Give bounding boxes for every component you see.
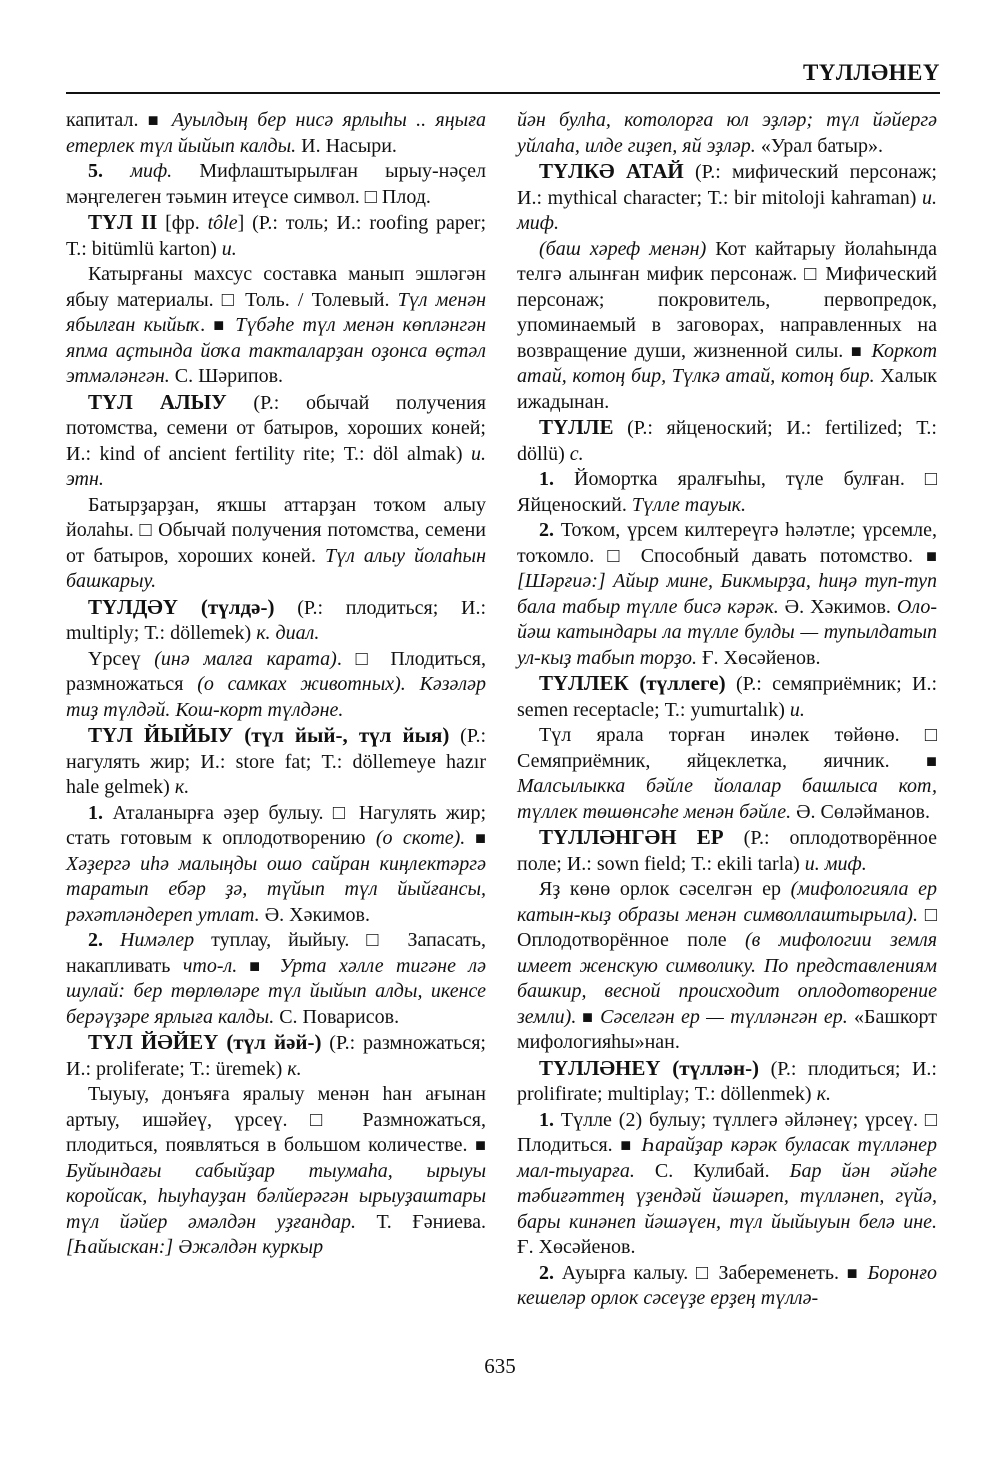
text-run: Катырғаны махсус составка манып эшләгән ябыу материалы. □ Толь. / Толевый. bbox=[66, 263, 486, 311]
text-run: (Р.: плодиться; И.: multiply; Т.: döllemek) bbox=[66, 596, 487, 644]
dictionary-paragraph bbox=[517, 723, 937, 825]
dictionary-paragraph bbox=[517, 467, 937, 518]
headword: ТҮЛДӘҮ (түлдә-) bbox=[88, 594, 275, 619]
text-run: 2. bbox=[539, 1261, 562, 1284]
text-run: (Р.: яйценоский; И.: fertilized; Т.: döllü) bbox=[517, 417, 937, 465]
dictionary-paragraph bbox=[517, 877, 937, 1056]
text-run: (Р.: обычай получения потомства, семени от батыров, хороших коней; И.: kind of ancient fertility rite; Т.: döl almak) bbox=[66, 391, 486, 465]
text-run: Аталанырға әҙер булыу. □ Нагулять жир; стать готовым к оплодотворению bbox=[66, 801, 487, 849]
text-run: (в мифологии земля имеет женскую символику. По представлениям башкир, весной происходит оплодотворение земли). bbox=[517, 929, 937, 1028]
text-run: Мифлаштырылған ырыу-нәçел мәңгелеген тәьмин итеүсе символ. □ Плод. bbox=[66, 160, 487, 208]
text-run: Малсылыкка бәйле йолалар башлыса кот, түллек төшөнсәһе менән бәйле. bbox=[517, 775, 937, 823]
headword: ТҮЛ ЙӘЙЕҮ (түл йәй-) bbox=[88, 1030, 322, 1054]
text-run: [Шәрғиә:] Айыр мине, Бикмырҙа, һиңә туп-туп бала табыр түлле бисә кәрәк. bbox=[517, 570, 937, 618]
header-title: ТҮЛЛӘНЕҮ bbox=[802, 60, 940, 85]
example-marker: ■ bbox=[850, 340, 872, 361]
text-run: (Р.: мифический персонаж; И.: mythical character; Т.: bir mitoloji kahraman) bbox=[517, 161, 937, 209]
text-run: 5. bbox=[88, 160, 131, 182]
text-run: 2. bbox=[539, 519, 561, 541]
text-run: (о самках животных). bbox=[197, 673, 406, 695]
text-run: (о скоте). bbox=[375, 827, 466, 849]
text-run: И. Насыри. bbox=[296, 134, 397, 157]
text-run: С. Шәрипов. bbox=[169, 365, 284, 387]
dictionary-paragraph bbox=[517, 415, 937, 467]
text-run: и. этн. bbox=[66, 442, 486, 490]
text-run: [фр. bbox=[157, 212, 208, 234]
text-run: Буйындағы сабыйҙар тыумаһа, ырыуы коройсак, һыуһауҙан бәлйерәгән ырыуҙаштары түл йәйер әмәлдән уҙғандар. bbox=[66, 1159, 486, 1233]
example-marker: ■ bbox=[205, 315, 236, 335]
text-run: миф. bbox=[130, 160, 173, 182]
text-run: Сәселгән ер — түлләнгән ер. bbox=[600, 1005, 848, 1028]
dictionary-paragraph bbox=[66, 723, 486, 801]
text-run: «Башкорт мифологияһы»нан. bbox=[517, 1005, 937, 1053]
dictionary-paragraph bbox=[517, 1108, 937, 1261]
text-run: 1. bbox=[539, 1108, 561, 1131]
dictionary-paragraph bbox=[66, 108, 486, 159]
text-run: и. миф. bbox=[804, 852, 867, 875]
example-marker: ■ bbox=[465, 828, 486, 848]
text-run: Тыуыу, донъяға яралыу менән һан ағынан артыу, ишәйеү, үрсеү. □ Размножаться, плодиться, появляться в большом количестве. bbox=[66, 1083, 486, 1156]
headword: ТҮЛЛЕК (түллеге) bbox=[539, 671, 726, 695]
text-run: туплау, йыйыу. □ Запасать, накапливать bbox=[66, 929, 487, 977]
right-column bbox=[517, 108, 937, 1312]
example-marker: ■ bbox=[620, 1135, 642, 1155]
text-run: капитал. bbox=[66, 109, 148, 131]
text-run: Ә. Сөләйманов. bbox=[791, 800, 930, 823]
text-run: к. bbox=[287, 1057, 302, 1080]
text-run: Батырҙарҙан, яҡшы аттарҙан тоҡом алыу йолаһы. □ Обычай получения потомства, семени от батыров, хороших коней. bbox=[66, 493, 486, 567]
dictionary-paragraph bbox=[66, 493, 486, 595]
headword: ТҮЛЛЕ bbox=[539, 415, 614, 439]
text-run: Түл алыу йолаһын башкарыу. bbox=[66, 544, 487, 592]
example-marker: ■ bbox=[576, 1006, 601, 1027]
dictionary-paragraph bbox=[517, 1261, 937, 1312]
text-run: (Р.: нагулять жир; И.: store fat; Т.: döllemeye hazır hale gelmek) bbox=[66, 725, 486, 798]
text-run: tôle bbox=[207, 212, 238, 234]
text-run: Коркот атай, котоң бир, Түлкә атай, котоң бир. bbox=[517, 339, 938, 387]
text-run: Тоҡом, үрсем килтереүгә һәләтле; үрсемле, тоҡомло. □ Способный давать потомство. bbox=[517, 519, 938, 567]
text-run: к. bbox=[816, 1083, 831, 1105]
dictionary-paragraph bbox=[66, 647, 486, 724]
text-run: Яҙ көнө орлок сәселгән ер bbox=[539, 878, 791, 900]
text-run: к. диал. bbox=[256, 622, 320, 644]
headword: ТҮЛ АЛЫУ bbox=[88, 389, 227, 414]
text-run: (Р.: оплодотворённое поле; И.: sown field; Т.: ekili tarla) bbox=[517, 827, 937, 875]
dictionary-paragraph bbox=[66, 595, 486, 647]
text-run: 2. bbox=[88, 929, 120, 951]
text-run: Боронғо кешеләр орлок сәсеүҙе ерҙең түллә- bbox=[517, 1261, 937, 1309]
headword: ТҮЛЛӘНЕҮ (түллән-) bbox=[539, 1055, 760, 1080]
running-header bbox=[66, 52, 940, 94]
text-run: Ә. Хәкимов. bbox=[259, 903, 370, 926]
text-run: (Р.: плодиться; И.: prolifirate; multiplay; Т.: döllenmek) bbox=[517, 1057, 937, 1105]
text-run: Т. Ғәниева. bbox=[356, 1210, 487, 1233]
text-run: и. миф. bbox=[517, 186, 937, 234]
text-run: Хәҙергә иһә малыңды ошо сайран киңлектәргә таратып ебәр ҙә, түйып түл йыйғансы, рәхәтләндереп утлат. bbox=[66, 852, 486, 926]
dictionary-paragraph bbox=[66, 1030, 486, 1082]
dictionary-paragraph bbox=[517, 108, 937, 159]
text-run: (Р.: размножаться; И.: proliferate; Т.: üremek) bbox=[66, 1032, 486, 1080]
dictionary-paragraph bbox=[66, 159, 486, 210]
text-run: к. bbox=[174, 776, 190, 798]
headword: ТҮЛ II bbox=[88, 210, 158, 234]
text-run: Кәзәләр тиҙ түлдәй. Кош-корт түлдәне. bbox=[66, 673, 486, 721]
headword: ТҮЛЛӘНГӘН ЕР bbox=[539, 825, 724, 849]
headword: ТҮЛКӘ АТАЙ bbox=[539, 159, 684, 183]
text-run: Кот кайтарыу йолаһында телгә алынған мифик персонаж. □ Мифический персонаж; покровитель, первопредок, упоминаемый в заговорах, направленных на возвращение души, жизненной силы. bbox=[517, 237, 938, 362]
text-run: □ Оплодотворённое поле bbox=[517, 903, 937, 951]
text-run: (инә малға карата) bbox=[154, 647, 337, 670]
dictionary-paragraph bbox=[517, 159, 937, 237]
text-run: Үрсеү bbox=[88, 647, 155, 670]
text-run: Ғ. Хөсәйенов. bbox=[696, 646, 821, 669]
text-run: 1. bbox=[88, 801, 113, 824]
example-marker: ■ bbox=[237, 955, 280, 976]
dictionary-paragraph bbox=[66, 1082, 486, 1261]
example-marker: ■ bbox=[926, 750, 937, 771]
text-run: Йомортка яралғыһы, түле булған. □ Яйценоский. bbox=[517, 468, 937, 516]
text-run: и. bbox=[789, 698, 805, 721]
text-run: Нимәлер bbox=[119, 929, 195, 951]
text-run: Бар йән әйәһе тәбиғәттең үҙендәй йәшәреп, түлләнеп, гүйә, бары кинәнеп йәшәүен, түл йыйыуын белә ине. bbox=[517, 1159, 937, 1233]
text-run: 1. bbox=[539, 468, 575, 490]
dictionary-paragraph bbox=[517, 671, 937, 723]
text-run: Түлле (2) булыу; түллегә әйләнеү; үрсеү. □ Плодиться. bbox=[517, 1108, 938, 1156]
dictionary-paragraph bbox=[517, 518, 937, 671]
text-run: Ә. Хәкимов. bbox=[778, 595, 897, 618]
dictionary-paragraph bbox=[517, 1056, 937, 1108]
text-run: (мифологияла ер катын-кыҙ образы менән символлаштырыла). bbox=[517, 878, 937, 926]
text-run: С. Кулибай. bbox=[634, 1159, 790, 1182]
text-run: (Р.: семяприёмник; И.: semen receptacle; Т.: yumurtalık) bbox=[517, 673, 938, 721]
text-run: Урта хәлле тигәне лә шулай: бер төрлөләре түл йыйып алды, икенсе берәүҙәре ярлыға калды. bbox=[66, 954, 486, 1028]
text-run: С. Поварисов. bbox=[274, 1005, 400, 1028]
text-run: (баш хәреф менән) bbox=[539, 237, 707, 260]
dictionary-paragraph bbox=[66, 928, 486, 1030]
text-run: с. bbox=[569, 442, 584, 465]
example-marker: ■ bbox=[926, 545, 937, 566]
left-column bbox=[66, 108, 486, 1261]
dictionary-paragraph bbox=[517, 237, 937, 416]
dictionary-paragraph bbox=[66, 210, 486, 262]
text-run: ] (Р.: толь; И.: roofing paper; Т.: bitümlü karton) bbox=[66, 212, 487, 260]
dictionary-paragraph bbox=[66, 390, 486, 493]
dictionary-paragraph bbox=[66, 262, 486, 390]
text-run: Оло-йәш катындары ла түлле булды — тупылдатып ул-кыҙ табып торҙо. bbox=[517, 595, 937, 669]
text-run: Ғ. Хөсәйенов. bbox=[517, 1236, 636, 1258]
text-run: Һарайҙар кәрәк буласак түлләнер мал-тыуарға. bbox=[517, 1134, 937, 1182]
dictionary-paragraph bbox=[517, 825, 937, 877]
dictionary-paragraph bbox=[66, 801, 486, 929]
page-number: 635 bbox=[484, 1354, 516, 1378]
text-run: Түбәһе түл менән көпләнгән япма аҫтында йоҡа тактaларҙан оҙонса өҫтәл этмәләнгән. bbox=[66, 314, 487, 387]
text-run bbox=[406, 673, 420, 695]
text-run: Халык ижадынан. bbox=[517, 365, 937, 413]
text-run: . □ Плодиться, размножаться bbox=[66, 647, 486, 695]
example-marker: ■ bbox=[147, 110, 172, 130]
text-run: что-л. bbox=[182, 954, 238, 977]
text-run: «Урал батыр». bbox=[755, 134, 883, 157]
example-marker: ■ bbox=[475, 1135, 486, 1155]
text-run: [Һайыскан:] Әжәлдән куркыр bbox=[66, 1236, 324, 1258]
text-run: и. bbox=[221, 237, 237, 260]
text-run: Ауылдың бер нисә ярлыһы .. яңығa етерлек түл йыйып калды. bbox=[66, 109, 486, 157]
text-run: Түл ярала торған инәлек төйөнө. □ Семяприёмник, яйцеклетка, яичник. bbox=[517, 724, 937, 772]
headword: ТҮЛ ЙЫЙЫУ (түл йый-, түл йыя) bbox=[88, 723, 450, 747]
example-marker: ■ bbox=[846, 1262, 868, 1283]
text-run: Түлле тауык. bbox=[631, 493, 746, 516]
text-run: Ауырға калыу. □ Забеременеть. bbox=[561, 1261, 847, 1284]
text-run: йән булһа, котолорға юл эҙләр; түл йәйергә уйлаһа, илде гиҙеп, яй эҙләр. bbox=[517, 109, 937, 157]
text-run: Түл менән ябылған кыйыҡ. bbox=[66, 288, 486, 336]
